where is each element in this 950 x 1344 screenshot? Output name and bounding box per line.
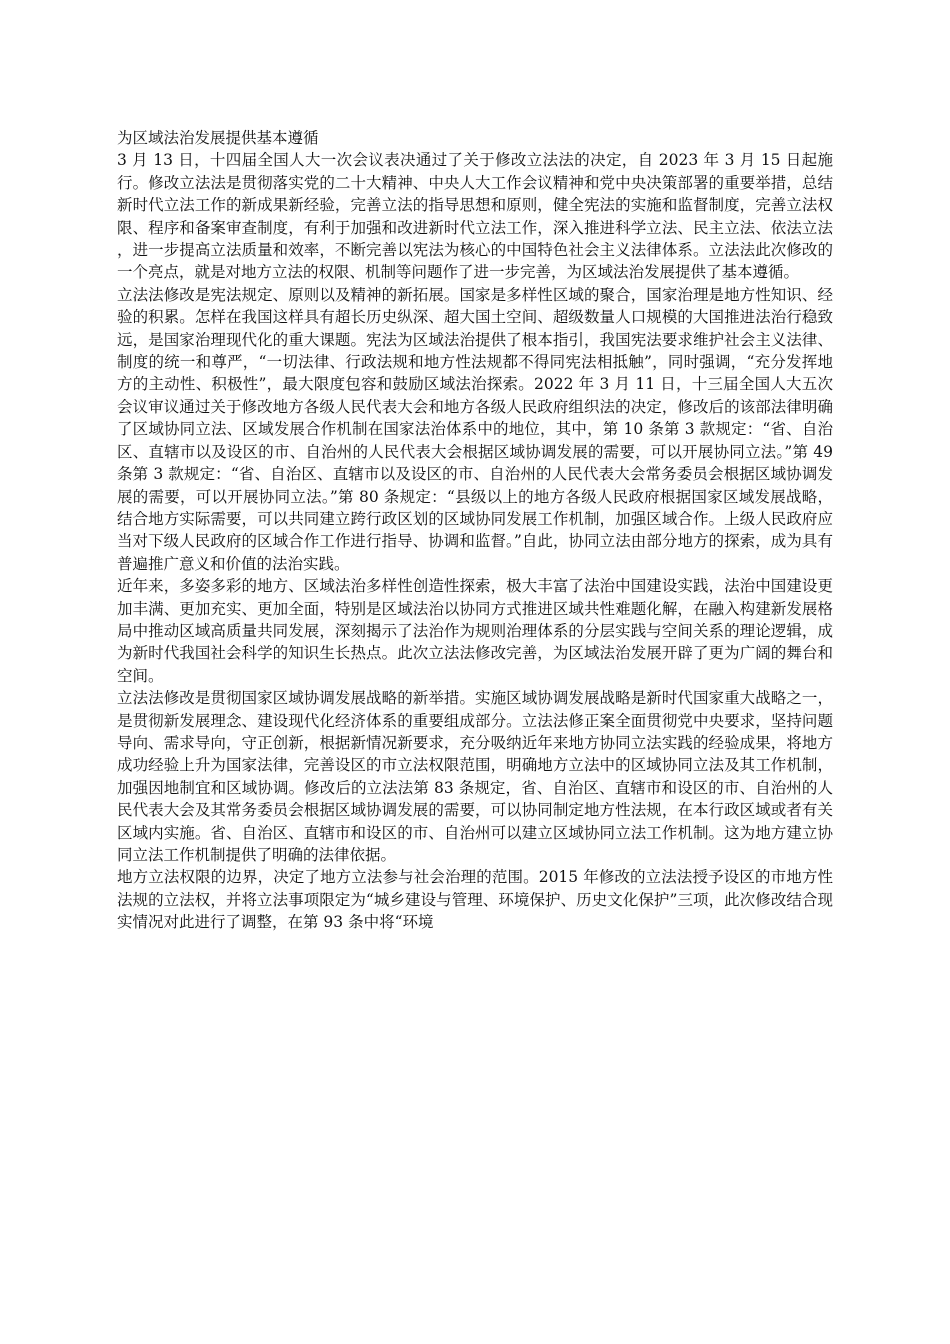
article-title: 为区域法治发展提供基本遵循 [117, 129, 319, 147]
paragraph-3: 近年来，多姿多彩的地方、区域法治多样性创造性探索，极大丰富了法治中国建设实践，法治中国建设更加丰满、更加充实、更加全面，特别是区域法治以协同方式推进区域共性难题化解，在融入构建新发展格局中推动区域高质量共同发展，深刻揭示了法治作为规则治理体系的分层实践与空间关系的理论逻辑，成为新时代我国社会科学的知识生长热点。此次立法法修改完善，为区域法治发展开辟了更为广阔的舞台和空间。 [117, 577, 833, 685]
article-body [117, 127, 833, 934]
paragraph-1: 3 月 13 日，十四届全国人大一次会议表决通过了关于修改立法法的决定，自 2023 年 3 月 15 日起施行。修改立法法是贯彻落实党的二十大精神、中央人大工作会议精神和党中央决策部署的重要举措，总结新时代立法工作的新成果新经验，完善立法的指导思想和原则，健全宪法的实施和监督制度，完善立法权限、程序和备案审查制度，有利于加强和改进新时代立法工作，深入推进科学立法、民主立法、依法立法，进一步提高立法质量和效率，不断完善以宪法为核心的中国特色社会主义法律体系。立法法此次修改的一个亮点，就是对地方立法的权限、机制等问题作了进一步完善，为区域法治发展提供了基本遵循。 [117, 151, 833, 282]
paragraph-4: 立法法修改是贯彻国家区域协调发展战略的新举措。实施区域协调发展战略是新时代国家重大战略之一，是贯彻新发展理念、建设现代化经济体系的重要组成部分。立法法修正案全面贯彻党中央要求，坚持问题导向、需求导向，守正创新，根据新情况新要求，充分吸纳近年来地方协同立法实践的经验成果，将地方成功经验上升为国家法律，完善设区的市立法权限范围，明确地方立法中的区域协同立法及其工作机制，加强因地制宜和区域协调。修改后的立法法第 83 条规定，省、自治区、直辖市和设区的市、自治州的人民代表大会及其常务委员会根据区域协调发展的需要，可以协同制定地方性法规，在本行政区域或者有关区域内实施。省、自治区、直辖市和设区的市、自治州可以建立区域协同立法工作机制。这为地方建立协同立法工作机制提供了明确的法律依据。 [117, 689, 833, 864]
paragraph-2: 立法法修改是宪法规定、原则以及精神的新拓展。国家是多样性区域的聚合，国家治理是地方性知识、经验的积累。怎样在我国这样具有超长历史纵深、超大国土空间、超级数量人口规模的大国推进法治行稳致远，是国家治理现代化的重大课题。宪法为区域法治提供了根本指引，我国宪法要求维护社会主义法律、制度的统一和尊严，“一切法律、行政法规和地方性法规都不得同宪法相抵触”，同时强调，“充分发挥地方的主动性、积极性”，最大限度包容和鼓励区域法治探索。2022 年 3 月 11 日，十三届全国人大五次会议审议通过关于修改地方各级人民代表大会和地方各级人民政府组织法的决定，修改后的该部法律明确了区域协同立法、区域发展合作机制在国家法治体系中的地位，其中，第 10 条第 3 款规定：“省、自治区、直辖市以及设区的市、自治州的人民代表大会根据区域协调发展的需要，可以开展协同立法。”第 49 条第 3 款规定：“省、自治区、直辖市以及设区的市、自治州的人民代表大会常务委员会根据区域协调发展的需要，可以开展协同立法。”第 80 条规定：“县级以上的地方各级人民政府根据国家区域发展战略，结合地方实际需要，可以共同建立跨行政区划的区域协同发展工作机制，加强区域合作。上级人民政府应当对下级人民政府的区域合作工作进行指导、协调和监督。”自此，协同立法由部分地方的探索，成为具有普遍推广意义和价值的法治实践。 [117, 285, 833, 573]
paragraph-5: 地方立法权限的边界，决定了地方立法参与社会治理的范围。2015 年修改的立法法授予设区的市地方性法规的立法权，并将立法事项限定为“城乡建设与管理、环境保护、历史文化保护”三项，此次修改结合现实情况对此进行了调整，在第 93 条中将“环境 [117, 868, 833, 932]
